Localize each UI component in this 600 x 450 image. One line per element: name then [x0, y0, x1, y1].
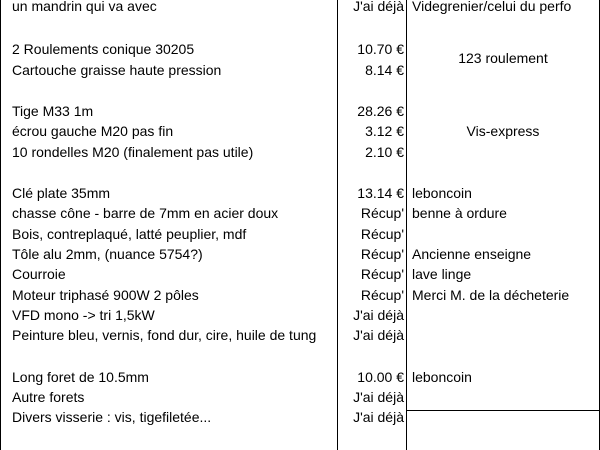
source-cell: Merci M. de la décheterie — [412, 287, 570, 303]
item-cell: Autre forets — [12, 389, 85, 405]
price-cell: 8.14 € — [365, 62, 404, 78]
price-cell: J'ai déjà — [353, 0, 404, 14]
source-cell: lave linge — [412, 266, 472, 282]
price-cell: Récup' — [360, 226, 404, 242]
source-cell-merged: 123 roulement — [458, 50, 548, 66]
source-cell-merged: Vis-express — [466, 123, 540, 139]
price-cell: Récup' — [360, 266, 404, 282]
source-cell: leboncoin — [412, 185, 472, 201]
source-cell: leboncoin — [412, 369, 472, 385]
price-cell: 13.14 € — [357, 185, 404, 201]
item-cell: Peinture bleu, vernis, fond dur, cire, huile de tung — [12, 327, 317, 343]
price-cell: 10.00 € — [357, 369, 404, 385]
price-cell: 3.12 € — [365, 123, 404, 139]
item-cell: un mandrin qui va avec — [12, 0, 157, 14]
price-cell: Récup' — [360, 246, 404, 262]
price-cell: 2.10 € — [365, 144, 404, 160]
price-cell: Récup' — [360, 205, 404, 221]
price-cell: 10.70 € — [357, 41, 404, 57]
source-border — [406, 410, 600, 411]
item-cell: Cartouche graisse haute pression — [12, 62, 222, 78]
price-cell: Récup' — [360, 287, 404, 303]
item-cell: 2 Roulements conique 30205 — [12, 41, 195, 57]
item-cell: 10 rondelles M20 (finalement pas utile) — [12, 144, 254, 160]
item-cell: Long foret de 10.5mm — [12, 369, 149, 385]
item-cell: Divers visserie : vis, tigefiletée... — [12, 409, 212, 425]
item-cell: VFD mono -> tri 1,5kW — [12, 307, 155, 323]
price-cell: 28.26 € — [357, 103, 404, 119]
item-cell: écrou gauche M20 pas fin — [12, 123, 174, 139]
price-cell: J'ai déjà — [353, 409, 404, 425]
column-border-left — [0, 0, 1, 450]
price-cell: J'ai déjà — [353, 307, 404, 323]
column-border-item-price — [337, 0, 338, 450]
item-cell: Courroie — [12, 266, 66, 282]
item-cell: Bois, contreplaqué, latté peuplier, mdf — [12, 226, 247, 242]
source-cell: Ancienne enseigne — [412, 246, 532, 262]
item-cell: Tige M33 1m — [12, 103, 94, 119]
item-cell: Moteur triphasé 900W 2 pôles — [12, 287, 199, 303]
item-cell: chasse cône - barre de 7mm en acier doux — [12, 205, 279, 221]
item-cell: Clé plate 35mm — [12, 185, 111, 201]
price-cell: J'ai déjà — [353, 389, 404, 405]
item-cell: Tôle alu 2mm, (nuance 5754?) — [12, 246, 203, 262]
source-cell: Videgrenier/celui du perfo — [412, 0, 572, 14]
source-cell: benne à ordure — [412, 205, 507, 221]
price-cell: J'ai déjà — [353, 327, 404, 343]
